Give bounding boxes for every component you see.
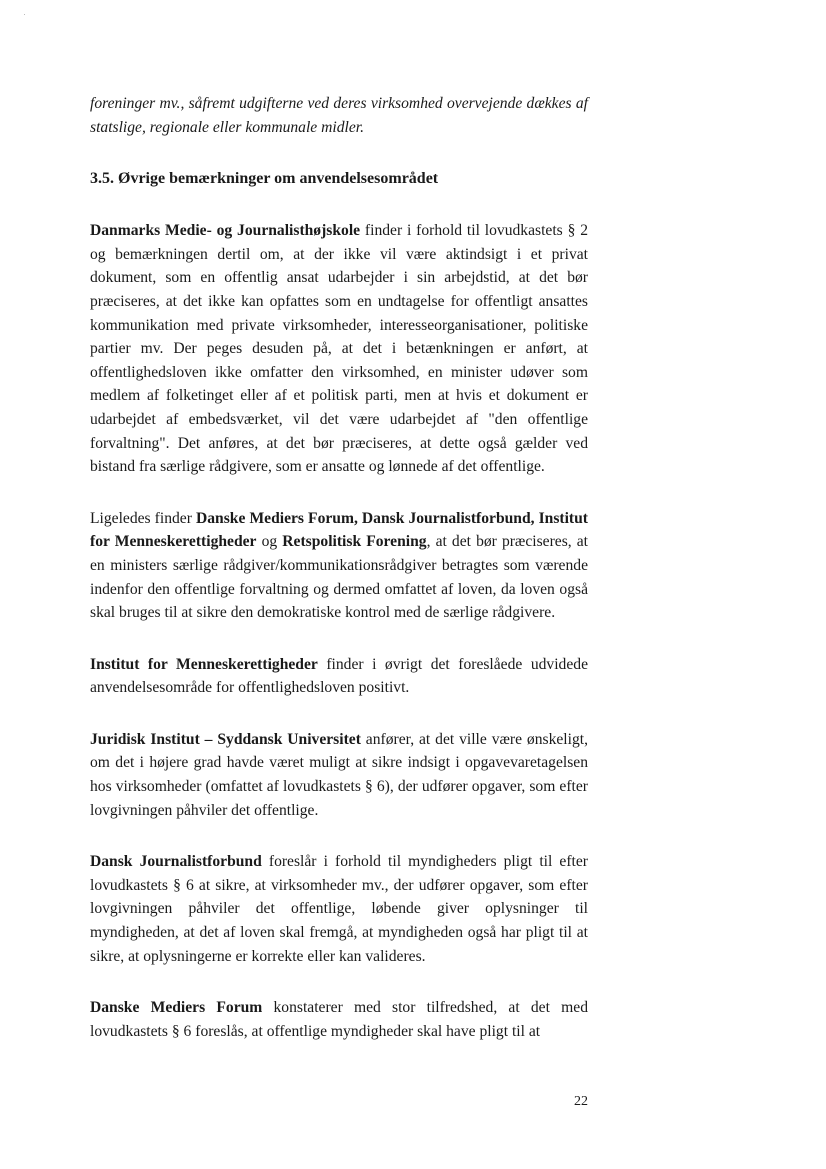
paragraph-text: og	[256, 533, 283, 551]
organization-name: Danmarks Medie- og Journalisthøjskole	[90, 222, 361, 240]
organization-name: Retspolitisk Forening	[282, 533, 427, 551]
paragraph-text: finder i øvrigt det foreslåede udvidede anvendelsesområde for offentlighedsloven positivt.	[90, 655, 588, 697]
organization-name: Dansk Journalistforbund	[90, 853, 262, 871]
paragraph-media-forum	[90, 996, 588, 1043]
spacer	[90, 139, 588, 167]
organization-name: Juridisk Institut – Syddansk Universitet	[90, 730, 361, 748]
spacer	[90, 479, 588, 507]
organization-names: Danske Mediers Forum, Dansk Journalistforbund, Institut for Menneskerettigheder	[90, 509, 588, 551]
spacer	[90, 700, 588, 728]
paragraph-text: konstaterer med stor tilfredshed, at det med lovudkastets § 6 foreslås, at offentlige myndigheder skal have pligt til at	[90, 999, 588, 1040]
document-page	[90, 92, 588, 1043]
paragraph-text: , at det bør præciseres, at en ministers særlige rådgiver/kommunikationsrådgiver betragtes som værende indenfor den offentlige forvaltning og dermed omfattet af loven, da loven også skal bruges til at sikre den demokratiske kontrol med de særlige rådgivere.	[90, 533, 589, 622]
scan-artifact-dot	[24, 14, 25, 15]
paragraph-dmjx	[90, 219, 588, 479]
paragraph-human-rights	[90, 653, 588, 700]
paragraph-sdu	[90, 728, 588, 822]
spacer	[90, 625, 588, 653]
organization-name: Danske Mediers Forum	[90, 999, 263, 1017]
spacer	[90, 968, 588, 996]
paragraph-text: Ligeledes finder	[90, 509, 196, 527]
spacer	[90, 822, 588, 850]
intro-paragraph: foreninger mv., såfremt udgifterne ved deres virksomhed overvejende dækkes af statslige, regionale eller kommunale midler.	[90, 95, 588, 136]
spacer	[90, 191, 588, 219]
organization-name: Institut for Menneskerettigheder	[90, 655, 318, 673]
paragraph-journalist-union	[90, 850, 588, 968]
paragraph-text: finder i forhold til lovudkastets § 2 og bemærkningen dertil om, at der ikke vil være aktindsigt i et privat dokument, som en offentlig ansat udarbejder i sin arbejdstid, at det bør præciseres, at det ikke kan opfattes som en undtagelse for offentligt ansattes kommunikation med private virksomheder, interesseorganisationer, politiske partier mv. Der peges desuden på, at det i betænkningen er anført, at offentlighedsloven ikke omfatter den virksomhed, en minister udøver som medlem af folketinget eller af et politisk parti, men at hvis et dokument er udarbejdet af embedsværket, vil det være udarbejdet af "den offentlige forvaltning". Det anføres, at det bør præciseres, at dette også gælder ved bistand fra særlige rådgivere, som er ansatte og lønnede af det offentlige.	[90, 222, 589, 476]
paragraph-text: anfører, at det ville være ønskeligt, om det i højere grad havde været muligt at sikre indsigt i opgavevaretagelsen hos virksomheder (omfattet af lovudkastets § 6), der udfører opgaver, som efter lovgivningen påhviler det offentlige.	[90, 730, 588, 819]
section-heading: 3.5. Øvrige bemærkninger om anvendelsesområdet	[90, 170, 439, 188]
paragraph-special-advisers	[90, 507, 588, 625]
paragraph-text: foreslår i forhold til myndigheders pligt til efter lovudkastets § 6 at sikre, at virksomheder mv., der udfører opgaver, som efter lovgivningen påhviler det offentlige, løbende giver oplysninger til myndigheden, at det af loven skal fremgå, at myndigheden også har pligt til at sikre, at oplysningerne er korrekte eller kan valideres.	[90, 853, 588, 965]
page-number: 22	[574, 1094, 588, 1109]
